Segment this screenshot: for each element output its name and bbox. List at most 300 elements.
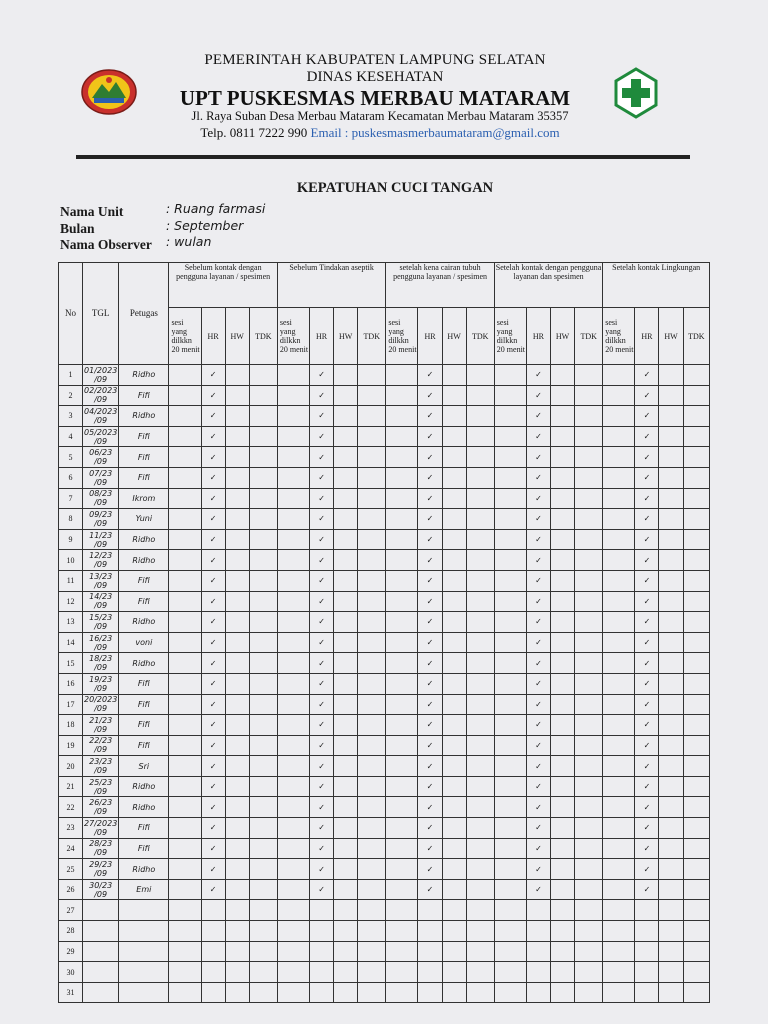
empty-cell [603,632,635,653]
empty-cell [169,962,201,983]
table-row [59,467,710,488]
empty-cell [603,570,635,591]
empty-cell [225,879,249,900]
empty-cell [526,962,550,983]
empty-cell [575,838,603,859]
empty-cell [575,406,603,427]
empty-cell [683,776,709,797]
empty-cell [466,509,494,530]
hr-check-mark: ✓ [310,365,334,386]
empty-cell [603,694,635,715]
hr-check-mark: ✓ [418,385,442,406]
empty-cell [358,591,386,612]
header-contact [100,125,660,141]
empty-cell [442,385,466,406]
form-title: KEPATUHAN CUCI TANGAN [296,180,494,196]
empty-cell [603,818,635,839]
header-divider [76,155,690,159]
empty-cell [249,838,277,859]
empty-cell [386,962,418,983]
empty-cell [225,385,249,406]
empty-cell [386,900,418,921]
empty-cell [494,962,526,983]
empty-cell [334,673,358,694]
row-number: 4 [59,426,83,447]
empty-cell [277,632,309,653]
row-petugas: Yuni [119,509,169,530]
hr-check-mark: ✓ [310,838,334,859]
row-petugas: voni [119,632,169,653]
empty-cell [334,756,358,777]
empty-cell [334,653,358,674]
row-number: 1 [59,365,83,386]
hr-header: HR [310,308,334,365]
empty-cell [169,941,201,962]
empty-cell [201,900,225,921]
hr-check-mark: ✓ [418,612,442,633]
hr-check-mark: ✓ [526,632,550,653]
empty-cell [225,859,249,880]
empty-cell [551,612,575,633]
empty-cell [358,962,386,983]
empty-cell [603,921,635,942]
hr-check-mark: ✓ [310,694,334,715]
empty-cell [683,735,709,756]
empty-cell [551,694,575,715]
empty-cell [169,632,201,653]
empty-cell [683,982,709,1003]
empty-cell [277,756,309,777]
hr-check-mark: ✓ [526,653,550,674]
hr-check-mark: ✓ [201,715,225,736]
empty-cell [334,859,358,880]
empty-cell [386,467,418,488]
empty-cell [249,406,277,427]
hr-check-mark: ✓ [635,653,659,674]
hr-check-mark: ✓ [418,570,442,591]
table-row [59,406,710,427]
hr-check-mark: ✓ [201,879,225,900]
empty-cell [659,694,683,715]
empty-cell [466,715,494,736]
row-petugas: Fifi [119,385,169,406]
empty-cell [277,673,309,694]
row-date: 13/23 /09 [83,570,119,591]
row-petugas [119,941,169,962]
row-petugas: Fifi [119,591,169,612]
empty-cell [386,632,418,653]
empty-cell [277,406,309,427]
table-body [59,365,710,1003]
empty-cell [249,426,277,447]
empty-cell [225,365,249,386]
empty-cell [442,467,466,488]
empty-cell [659,941,683,962]
hr-check-mark: ✓ [310,406,334,427]
empty-cell [551,550,575,571]
hr-check-mark: ✓ [418,550,442,571]
table-row [59,941,710,962]
empty-cell [386,591,418,612]
empty-cell [494,570,526,591]
row-number: 19 [59,735,83,756]
empty-cell [418,982,442,1003]
hr-check-mark: ✓ [635,488,659,509]
empty-cell [575,776,603,797]
empty-cell [551,365,575,386]
empty-cell [683,694,709,715]
empty-cell [277,735,309,756]
empty-cell [442,879,466,900]
empty-cell [659,385,683,406]
empty-cell [575,426,603,447]
empty-cell [442,941,466,962]
empty-cell [659,612,683,633]
empty-cell [201,941,225,962]
empty-cell [277,591,309,612]
row-number: 27 [59,900,83,921]
empty-cell [442,776,466,797]
empty-cell [358,776,386,797]
empty-cell [551,879,575,900]
hr-check-mark: ✓ [418,529,442,550]
hr-check-mark: ✓ [418,735,442,756]
empty-cell [466,653,494,674]
empty-cell [442,921,466,942]
empty-cell [659,426,683,447]
empty-cell [277,982,309,1003]
empty-cell [386,735,418,756]
hw-header: HW [225,308,249,365]
empty-cell [603,385,635,406]
table-row [59,653,710,674]
empty-cell [358,406,386,427]
empty-cell [466,818,494,839]
empty-cell [659,879,683,900]
row-date [83,900,119,921]
empty-cell [249,612,277,633]
group-header: Sebelum Tindakan aseptik [277,263,385,308]
empty-cell [683,962,709,983]
empty-cell [659,900,683,921]
empty-cell [494,879,526,900]
hr-check-mark: ✓ [201,735,225,756]
header-department: DINAS KESEHATAN [306,69,444,85]
empty-cell [551,941,575,962]
empty-cell [277,900,309,921]
empty-cell [603,591,635,612]
empty-cell [386,838,418,859]
empty-cell [225,426,249,447]
empty-cell [334,735,358,756]
hr-check-mark: ✓ [526,447,550,468]
row-date: 08/23 /09 [83,488,119,509]
table-row [59,900,710,921]
row-petugas: Emi [119,879,169,900]
empty-cell [494,385,526,406]
table-row [59,694,710,715]
empty-cell [334,838,358,859]
empty-cell [169,591,201,612]
hr-check-mark: ✓ [201,550,225,571]
empty-cell [358,509,386,530]
empty-cell [575,570,603,591]
empty-cell [575,756,603,777]
hr-check-mark: ✓ [526,673,550,694]
hr-check-mark: ✓ [526,406,550,427]
row-petugas: Ridho [119,797,169,818]
empty-cell [358,612,386,633]
row-number: 7 [59,488,83,509]
empty-cell [334,982,358,1003]
empty-cell [603,859,635,880]
empty-cell [169,797,201,818]
row-number: 9 [59,529,83,550]
hr-check-mark: ✓ [201,385,225,406]
hr-check-mark: ✓ [526,426,550,447]
empty-cell [659,365,683,386]
hr-check-mark: ✓ [201,488,225,509]
empty-cell [659,550,683,571]
row-date [83,941,119,962]
empty-cell [575,735,603,756]
empty-cell [466,385,494,406]
col-no: No [59,263,83,365]
empty-cell [494,612,526,633]
empty-cell [551,797,575,818]
row-date: 18/23 /09 [83,653,119,674]
table-row [59,673,710,694]
empty-cell [466,879,494,900]
hr-check-mark: ✓ [201,365,225,386]
empty-cell [249,550,277,571]
row-number: 12 [59,591,83,612]
row-petugas: Fifi [119,673,169,694]
empty-cell [466,447,494,468]
empty-cell [494,529,526,550]
empty-cell [683,447,709,468]
empty-cell [334,900,358,921]
empty-cell [169,653,201,674]
hr-check-mark: ✓ [526,879,550,900]
empty-cell [225,509,249,530]
row-petugas: Fifi [119,838,169,859]
empty-cell [659,570,683,591]
hr-check-mark: ✓ [310,756,334,777]
empty-cell [386,818,418,839]
empty-cell [659,756,683,777]
empty-cell [386,447,418,468]
hr-check-mark: ✓ [310,859,334,880]
row-date [83,962,119,983]
hr-check-mark: ✓ [526,570,550,591]
empty-cell [466,570,494,591]
row-number: 6 [59,467,83,488]
empty-cell [659,776,683,797]
empty-cell [249,818,277,839]
row-petugas: Fifi [119,426,169,447]
empty-cell [442,653,466,674]
hr-check-mark: ✓ [526,612,550,633]
table-row [59,859,710,880]
row-petugas: Fifi [119,467,169,488]
empty-cell [310,921,334,942]
table-row [59,715,710,736]
empty-cell [442,365,466,386]
row-number: 28 [59,921,83,942]
hr-check-mark: ✓ [418,591,442,612]
table-row [59,426,710,447]
hr-check-mark: ✓ [201,694,225,715]
empty-cell [659,859,683,880]
empty-cell [466,406,494,427]
hr-check-mark: ✓ [418,879,442,900]
empty-cell [494,859,526,880]
empty-cell [551,570,575,591]
empty-cell [386,982,418,1003]
empty-cell [310,941,334,962]
empty-cell [169,570,201,591]
empty-cell [683,612,709,633]
hr-check-mark: ✓ [418,488,442,509]
row-number: 20 [59,756,83,777]
empty-cell [358,467,386,488]
row-number: 25 [59,859,83,880]
table-row [59,632,710,653]
hr-check-mark: ✓ [310,529,334,550]
row-number: 24 [59,838,83,859]
empty-cell [358,426,386,447]
empty-cell [169,488,201,509]
empty-cell [551,962,575,983]
empty-cell [551,859,575,880]
hr-check-mark: ✓ [201,818,225,839]
empty-cell [225,467,249,488]
empty-cell [551,673,575,694]
hr-header: HR [201,308,225,365]
hr-check-mark: ✓ [201,797,225,818]
empty-cell [466,982,494,1003]
row-date: 27/2023 /09 [84,818,118,837]
empty-cell [225,921,249,942]
empty-cell [249,673,277,694]
empty-cell [277,612,309,633]
empty-cell [277,694,309,715]
hr-check-mark: ✓ [635,632,659,653]
hr-check-mark: ✓ [201,509,225,530]
empty-cell [603,756,635,777]
empty-cell [277,715,309,736]
sesi-header: sesi yang dilkkn 20 menit [277,308,309,365]
empty-cell [603,879,635,900]
hw-header: HW [551,308,575,365]
empty-cell [249,900,277,921]
hr-check-mark: ✓ [418,673,442,694]
empty-cell [551,426,575,447]
table-row [59,570,710,591]
empty-cell [277,838,309,859]
empty-cell [225,570,249,591]
hr-check-mark: ✓ [310,550,334,571]
empty-cell [466,756,494,777]
row-date: 29/23 /09 [83,859,119,880]
empty-cell [249,694,277,715]
empty-cell [334,612,358,633]
row-number: 30 [59,962,83,983]
table-row [59,509,710,530]
sesi-header: sesi yang dilkkn 20 menit [169,308,201,365]
empty-cell [442,529,466,550]
empty-cell [249,756,277,777]
empty-cell [386,488,418,509]
row-petugas: Ridho [119,776,169,797]
hr-header: HR [526,308,550,365]
empty-cell [358,715,386,736]
empty-cell [494,756,526,777]
empty-cell [358,385,386,406]
empty-cell [358,632,386,653]
table-row [59,488,710,509]
empty-cell [683,756,709,777]
meta-unit [60,201,266,220]
empty-cell [418,962,442,983]
compliance-table [58,262,710,1003]
empty-cell [442,900,466,921]
hr-check-mark: ✓ [418,467,442,488]
empty-cell [494,818,526,839]
empty-cell [494,632,526,653]
hr-check-mark: ✓ [418,365,442,386]
empty-cell [386,653,418,674]
empty-cell [358,673,386,694]
row-number: 18 [59,715,83,736]
hr-check-mark: ✓ [526,797,550,818]
empty-cell [466,673,494,694]
empty-cell [169,406,201,427]
empty-cell [225,653,249,674]
empty-cell [334,962,358,983]
empty-cell [659,982,683,1003]
hr-check-mark: ✓ [310,735,334,756]
empty-cell [386,529,418,550]
hr-check-mark: ✓ [418,653,442,674]
empty-cell [386,921,418,942]
meta-observer [60,234,212,253]
unit-value: : Ruang farmasi [166,201,266,216]
table-row [59,962,710,983]
empty-cell [635,941,659,962]
empty-cell [466,962,494,983]
table-head [59,263,710,365]
empty-cell [659,735,683,756]
empty-cell [494,715,526,736]
row-petugas: Ridho [119,612,169,633]
empty-cell [683,879,709,900]
empty-cell [249,591,277,612]
empty-cell [575,962,603,983]
hr-check-mark: ✓ [418,797,442,818]
empty-cell [334,529,358,550]
empty-cell [358,756,386,777]
row-petugas [119,921,169,942]
row-date: 05/2023 /09 [84,427,118,446]
empty-cell [683,550,709,571]
empty-cell [551,447,575,468]
hr-check-mark: ✓ [418,838,442,859]
empty-cell [603,612,635,633]
row-number: 11 [59,570,83,591]
hr-check-mark: ✓ [418,715,442,736]
